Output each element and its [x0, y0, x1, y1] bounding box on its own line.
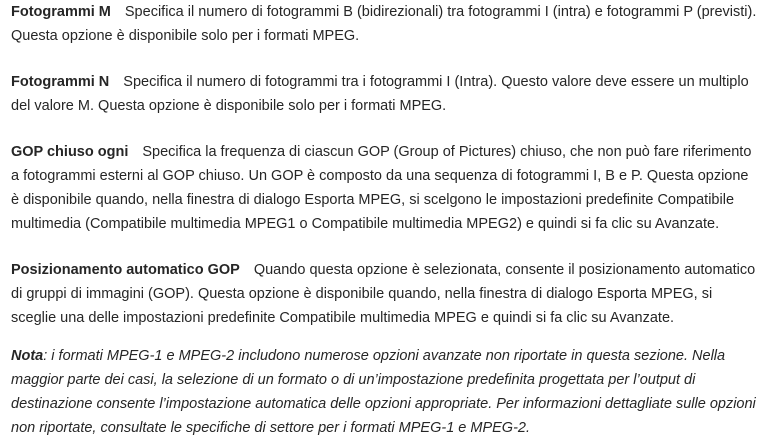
- definition-gop-chiuso-ogni: [11, 140, 760, 236]
- definition-posizionamento-automatico-gop: [11, 258, 760, 330]
- term-label: Fotogrammi M: [11, 4, 111, 20]
- term-label: Posizionamento automatico GOP: [11, 262, 240, 278]
- definition-fotogrammi-n: [11, 70, 760, 118]
- term-label: GOP chiuso ogni: [11, 144, 129, 160]
- note-text: : i formati MPEG-1 e MPEG-2 includono numerose opzioni avanzate non riportate in questa sezione. Nella maggior parte dei casi, la selezione di un formato o di un’impostazione predefinita progettata per l’output di destinazione consente l’impostazione automatica delle opzioni appropriate. Per informazioni dettagliate sulle opzioni non riportate, consultate le specifiche di settore per i formati MPEG-1 e MPEG-2.: [11, 348, 756, 436]
- term-label: Fotogrammi N: [11, 74, 110, 90]
- definition-text: Specifica la frequenza di ciascun GOP (Group of Pictures) chiuso, che non può fare riferimento a fotogrammi esterni al GOP chiuso. Un GOP è composto da una sequenza di fotogrammi I, B e P. Questa opzione è disponibile quando, nella finestra di dialogo Esporta MPEG, si scelgono le impostazioni predefinite Compatibile multimedia (Compatibile multimedia MPEG1 o Compatibile multimedia MPEG2) e quindi si fa clic su Avanzate.: [11, 144, 752, 232]
- definition-fotogrammi-m: [11, 0, 760, 48]
- definition-text: Specifica il numero di fotogrammi B (bidirezionali) tra fotogrammi I (intra) e fotogrammi P (previsti). Questa opzione è disponibile solo per i formati MPEG.: [11, 4, 757, 44]
- note-label: Nota: [11, 348, 44, 364]
- definition-text: Specifica il numero di fotogrammi tra i fotogrammi I (Intra). Questo valore deve essere un multiplo del valore M. Questa opzione è disponibile solo per i formati MPEG.: [11, 74, 749, 114]
- definition-text: Quando questa opzione è selezionata, consente il posizionamento automatico di gruppi di immagini (GOP). Questa opzione è disponibile quando, nella finestra di dialogo Esporta MPEG, si sceglie una delle impostazioni predefinite Compatibile multimedia MPEG e quindi si fa clic su Avanzate.: [11, 262, 756, 326]
- note-paragraph: [11, 344, 760, 440]
